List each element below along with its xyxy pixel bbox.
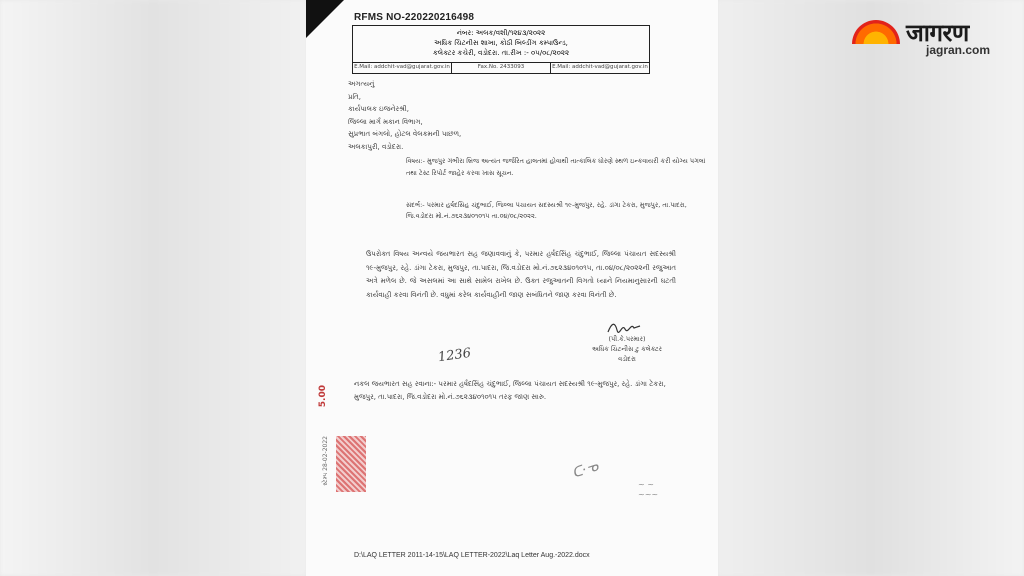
- margin-stamp-text: સ્ટેમ્પ 28-02-2022: [322, 436, 329, 486]
- letterhead-contact-strip: [352, 63, 650, 74]
- signature-mark: [606, 320, 642, 334]
- sun-logo-icon: [852, 20, 900, 44]
- faint-handwriting: ~ ~ ~~~: [638, 480, 659, 499]
- letter-body: ઉપરોક્ત વિષય અન્વયે જયભારત સહ જણાવવાનું કે, પરમાર હર્ષદસિંહ ચંદુભાઈ, જિલ્લા પંચાયત સદસ્યશ્રી ૧૯-મુજપુર, રહે. ડાંગા ટેકરા, મુજપુર, તા.પાદરા, જિ.વડોદરા મો.નં.૭૬૨૩૪૦૧૦૧૫, તા.૦૪/૦૮/૨૦૨૨ની રજુઆત અત્રે મળેલ છે. જે અસલમાં આ સાથે સામેલ રાખેલ છે. ઉક્ત રજુઆતની વિગતો ધ્યાને નિયમાનુસારની ઘટતી કાર્યવાહી કરવા વિનંતી છે. વધુમાં કરેલ કાર્યવાહીની જાણ સબંધિતને જાણ કરવા વિનંતી છે.: [366, 250, 676, 299]
- page-corner-shadow: [306, 0, 344, 38]
- letterhead-line-1: નંબર: અલક/વશી/૧૨૪૩/૨૦૨૨: [456, 29, 546, 37]
- subject-text: મુજપુર ગંભીરા બ્રિજ અત્યંત જર્જરિત હાલતમાં હોવાથી તાત્કાલિક ધોરણે સ્થળ ઇન્કવાયરી કરી યોગ્ય પગલાં તથા ટેસ્ટ રિપોર્ટ જાહેર કરવા ખાસ સૂચન.: [406, 157, 706, 177]
- email-left: E.Mail: addchit-vad@gujarat.gov.in: [353, 63, 452, 73]
- subject-block: [406, 155, 706, 179]
- address-line: પ્રતિ,: [348, 92, 361, 101]
- footer-file-path: D:\LAQ LETTER 2011-14-15\LAQ LETTER-2022\Laq Letter Aug.-2022.docx: [354, 552, 590, 559]
- logo-wordmark: जागरण: [906, 19, 969, 47]
- rfms-number: RFMS NO-220220216498: [354, 12, 475, 23]
- copy-forward-note: નકલ જયભારત સહ રવાના:- પરમાર હર્ષદસિંહ ચંદુભાઈ, જિલ્લા પંચાયત સદસ્યશ્રી ૧૯-મુજપુર, રહે. ડાંગા ટેકરા, મુજપુર, તા.પાદરા, જિ.વડોદરા મો.નં.૭૬૨૩૪૦૧૦૧૫ તરફ જાણ સારુ.: [354, 380, 666, 401]
- letterhead-box: [352, 25, 650, 63]
- address-line: અલકાપુરી, વડોદરા.: [348, 142, 404, 151]
- signature-block: [592, 334, 662, 364]
- subject-label: વિષય:-: [406, 157, 426, 165]
- signatory-place: વડોદરા: [618, 355, 636, 363]
- handwritten-number: 1236: [437, 345, 472, 366]
- letterhead-line-2: અધિક ચિટનીસ શાખા, કોઠી બિલ્ડીંગ કમ્પાઉન્ડ,: [434, 39, 568, 47]
- address-line: જિલ્લા માર્ગ મકાન વિભાગ,: [348, 117, 423, 126]
- signatory-title: અધિક ચિટનીસ ટુ કલેક્ટર: [592, 345, 662, 353]
- margin-stamp-amount: 5.00: [318, 385, 328, 408]
- address-line: કાર્યપાલક ઇજનેરશ્રી,: [348, 105, 409, 113]
- reference-label: સંદર્ભ:-: [406, 201, 425, 209]
- red-stamp-mark: [336, 436, 366, 492]
- address-line: સુપ્રભાત બંગલો, હોટલ વેલકમની પાછળ,: [348, 130, 462, 138]
- jagran-logo[interactable]: [852, 18, 1012, 58]
- signatory-name: (પી.કે.પરમાર): [608, 335, 646, 343]
- letterhead-line-3: કલેક્ટર કચેરી, વડોદરા. તા.રીખ :- ૦૫/૦૮/૨૦૨૨: [432, 49, 570, 57]
- logo-domain: jagran.com: [926, 43, 991, 57]
- address-line: અગત્યનું: [348, 80, 375, 88]
- email-right: E.Mail: addchit-vad@gujarat.gov.in: [552, 64, 648, 70]
- recipient-address: [348, 78, 461, 153]
- reference-block: [406, 200, 706, 222]
- faint-scribble: ᑕ·ᓀ: [570, 458, 601, 482]
- fax-number: Fax.No. 2433093: [452, 63, 551, 73]
- reference-text: પરમાર હર્ષદસિંહ ચંદુભાઈ, જિલ્લા પંચાયત સદસ્યશ્રી ૧૯-મુજપુર, રહે. ડાંગા ટેકરા, મુજપુર, તા.પાદરા, જિ.વડોદરા મો.નં.૭૬૨૩૪૦૧૦૧૫ તા.૦૪/૦૮/૨૦૨૨.: [406, 201, 687, 220]
- blurred-backdrop-left: [0, 0, 306, 576]
- blurred-backdrop-right: [718, 0, 1024, 576]
